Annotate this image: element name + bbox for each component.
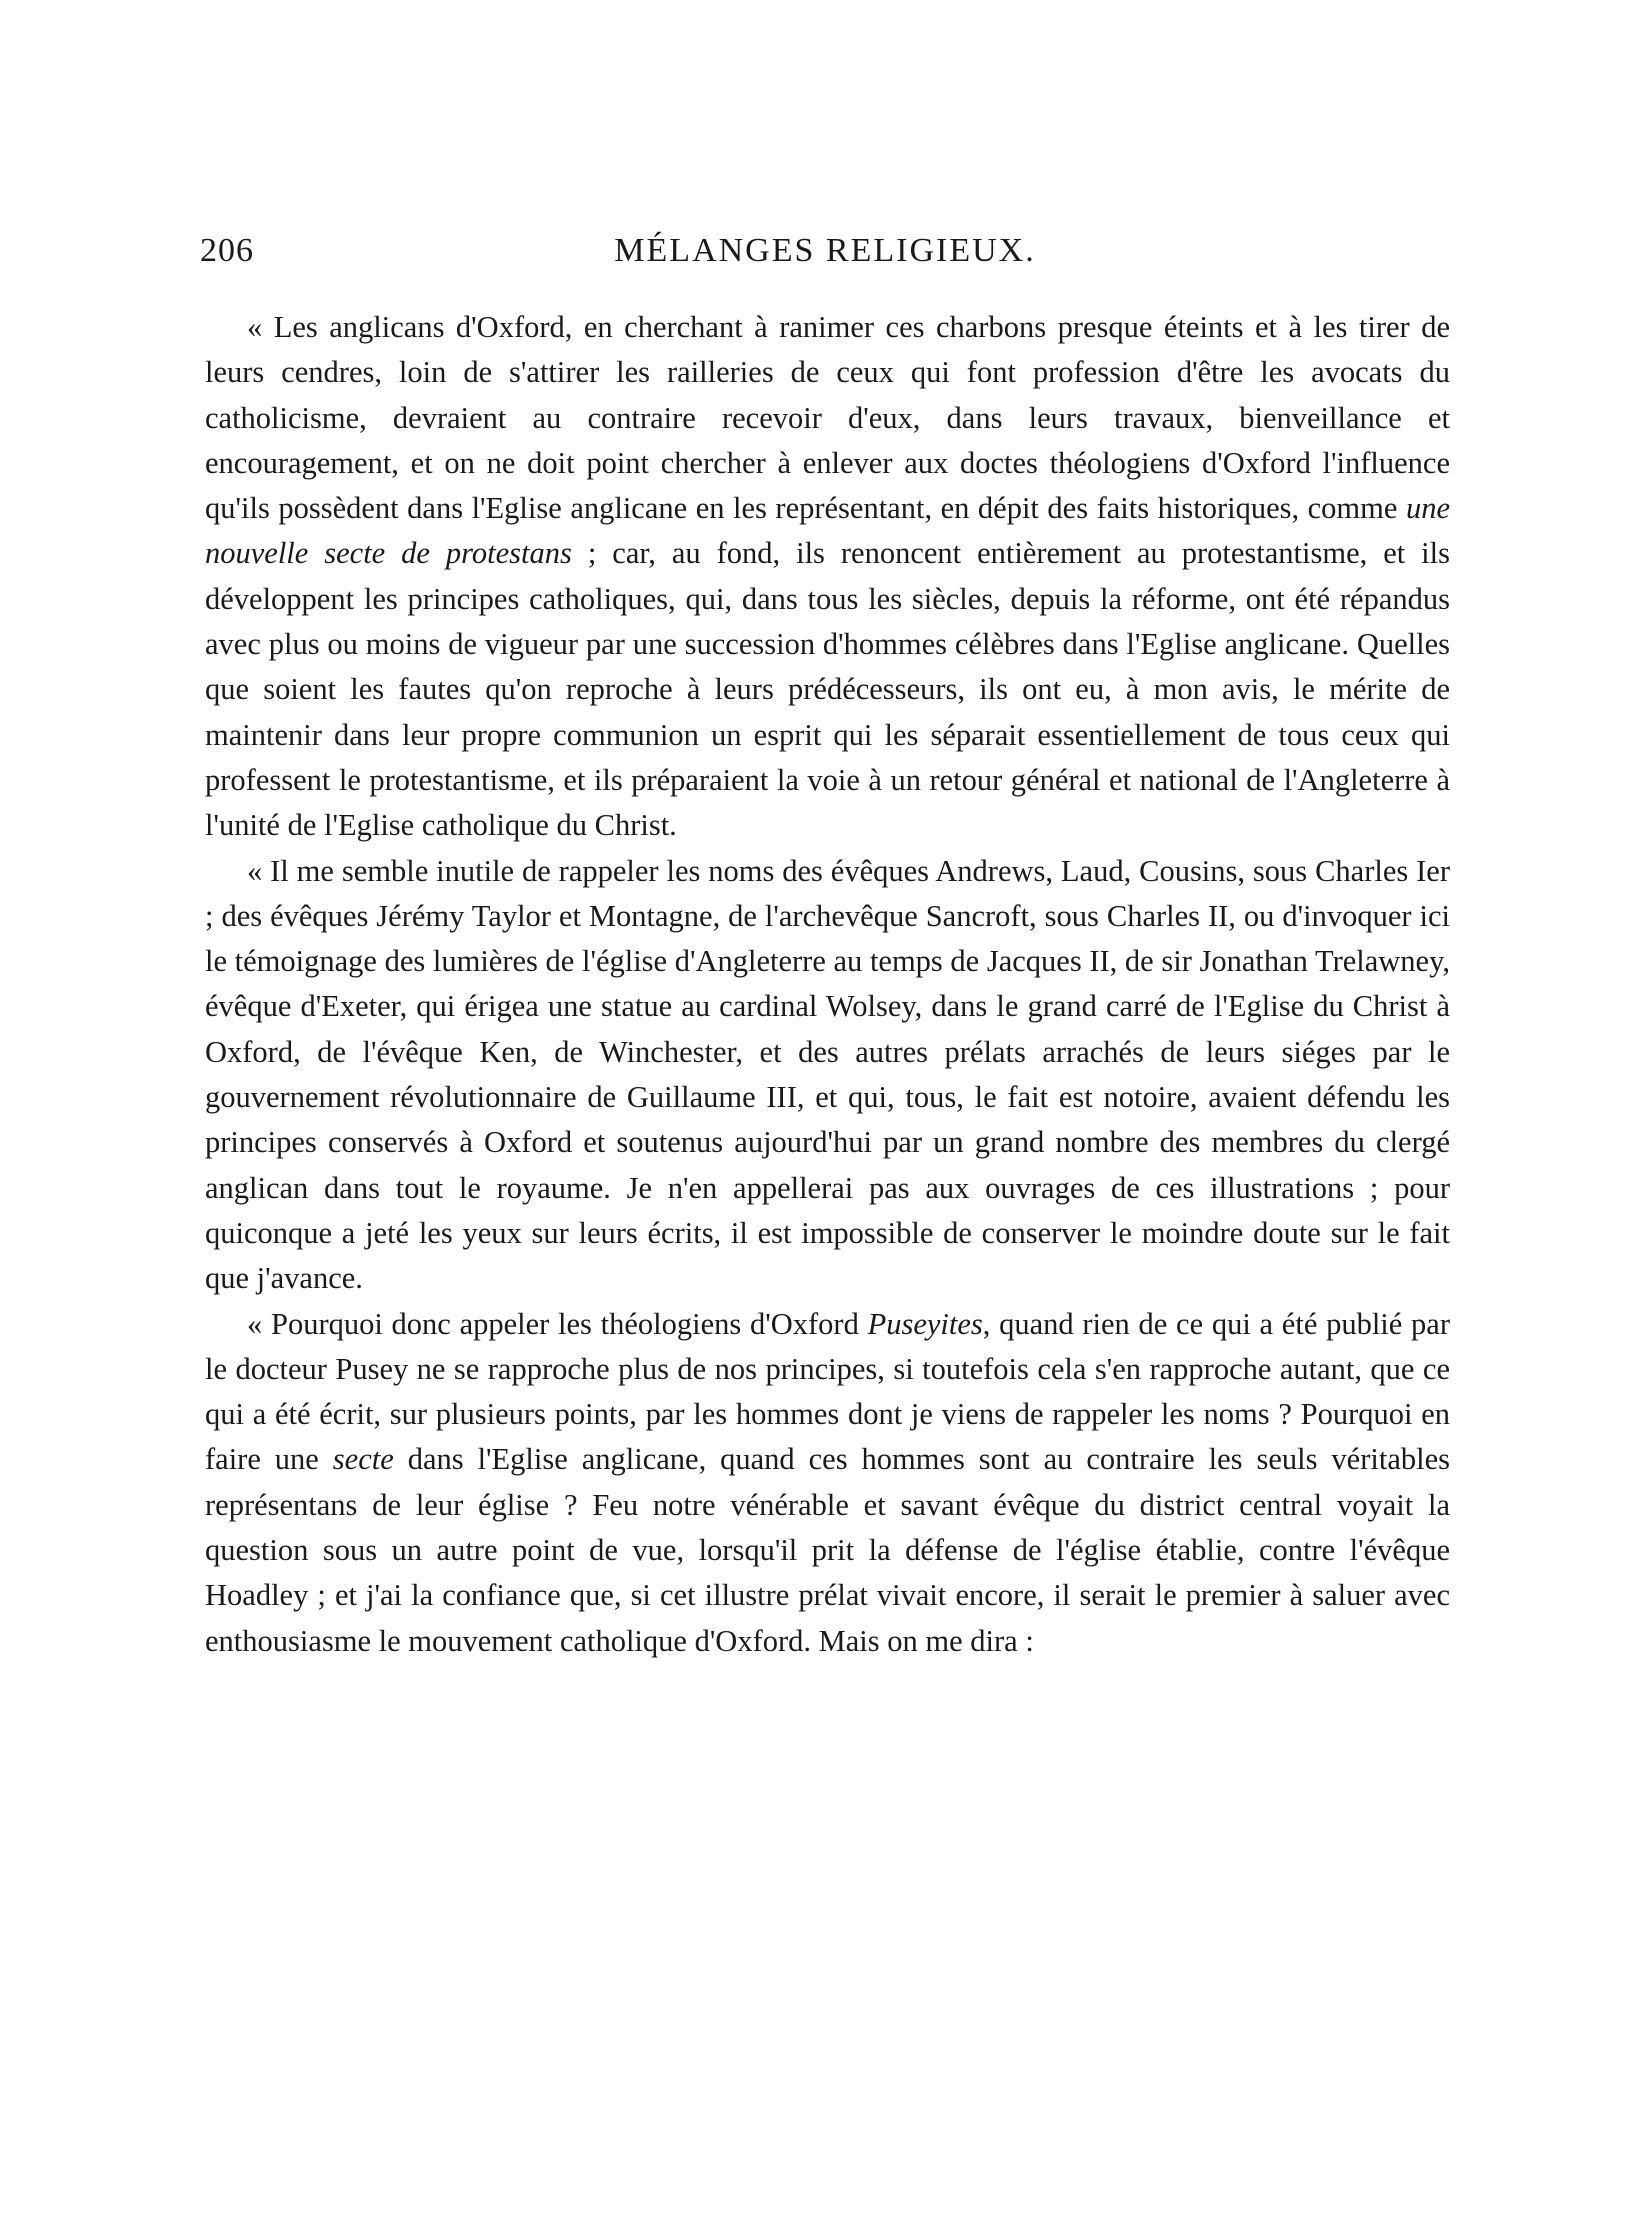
text-run: « Il me semble inutile de rappeler les noms des évêques Andrews, Laud, Cousins, sous Charles Ier ; des évêques Jérémy Taylor et Montagne, de l'archevêque Sancroft, sous Charles II, ou d'invoquer ici le témoignage des lumières de l'église d'Angleterre au temps de Jacques II, de sir Jonathan Trelawney, évêque d'Exeter, qui érigea une statue au cardinal Wolsey, dans le grand carré de l'Eglise du Christ à Oxford, de l'évêque Ken, de Winchester, et des autres prélats arrachés de leurs siéges par le gouvernement révolutionnaire de Guillaume III, et qui, tous, le fait est notoire, avaient défendu les principes conservés à Oxford et soutenus aujourd'hui par un grand nombre des membres du clergé anglican dans tout le royaume. Je n'en appellerai pas aux ouvrages de ces illustrations ; pour quiconque a jeté les yeux sur leurs écrits, il est impossible de conserver le moindre doute sur le fait que j'avance.: [205, 853, 1450, 1296]
text-run: dans l'Eglise anglicane, quand ces hommes sont au contraire les seuls véritables représentans de leur église ? Feu notre vénérable et savant évêque du district central voyait la question sous un autre point de vue, lorsqu'il prit la défense de l'église établie, contre l'évêque Hoadley ; et j'ai la confiance que, si cet illustre prélat vivait encore, il serait le premier à saluer avec enthousiasme le mouvement catholique d'Oxford. Mais on me dira :: [205, 1442, 1450, 1658]
running-title: MÉLANGES RELIGIEUX.: [614, 232, 1036, 269]
page-number: 206: [200, 232, 254, 269]
running-head: [200, 232, 1450, 276]
italic-run: Puseyites: [867, 1306, 983, 1341]
italic-run: une nouvelle secte de protestans: [205, 491, 1450, 571]
paragraph-3: [205, 1302, 1450, 1664]
text-run: « Les anglicans d'Oxford, en cherchant à ranimer ces charbons presque éteints et à les tirer de leurs cendres, loin de s'attirer les railleries de ceux qui font profession d'être les avocats du catholicisme, devraient au contraire recevoir d'eux, dans leurs travaux, bienveillance et encouragement, et on ne doit point chercher à enlever aux doctes théologiens d'Oxford l'influence qu'ils possèdent dans l'Eglise anglicane en les représentant, en dépit des faits historiques, comme: [205, 310, 1450, 526]
text-run: , quand rien de ce qui a été publié par le docteur Pusey ne se rapproche plus de nos principes, si toutefois cela s'en rapproche autant, que ce qui a été écrit, sur plusieurs points, par les hommes dont je viens de rappeler les noms ? Pourquoi en faire une: [205, 1306, 1450, 1477]
body-text: [205, 305, 1450, 1664]
text-run: « Pourquoi donc appeler les théologiens d'Oxford: [247, 1306, 868, 1341]
paragraph-1: [205, 305, 1450, 849]
text-run: ; car, au fond, ils renoncent entièrement au protestantisme, et ils développent les principes catholiques, qui, dans tous les siècles, depuis la réforme, ont été répandus avec plus ou moins de vigueur par une succession d'hommes célèbres dans l'Eglise anglicane. Quelles que soient les fautes qu'on reproche à leurs prédécesseurs, ils ont eu, à mon avis, le mérite de maintenir dans leur propre communion un esprit qui les séparait essentiellement de tous ceux qui professent le protestantisme, et ils préparaient la voie à un retour général et national de l'Angleterre à l'unité de l'Eglise catholique du Christ.: [205, 536, 1450, 843]
paragraph-2: [205, 849, 1450, 1302]
italic-run: secte: [332, 1442, 394, 1477]
